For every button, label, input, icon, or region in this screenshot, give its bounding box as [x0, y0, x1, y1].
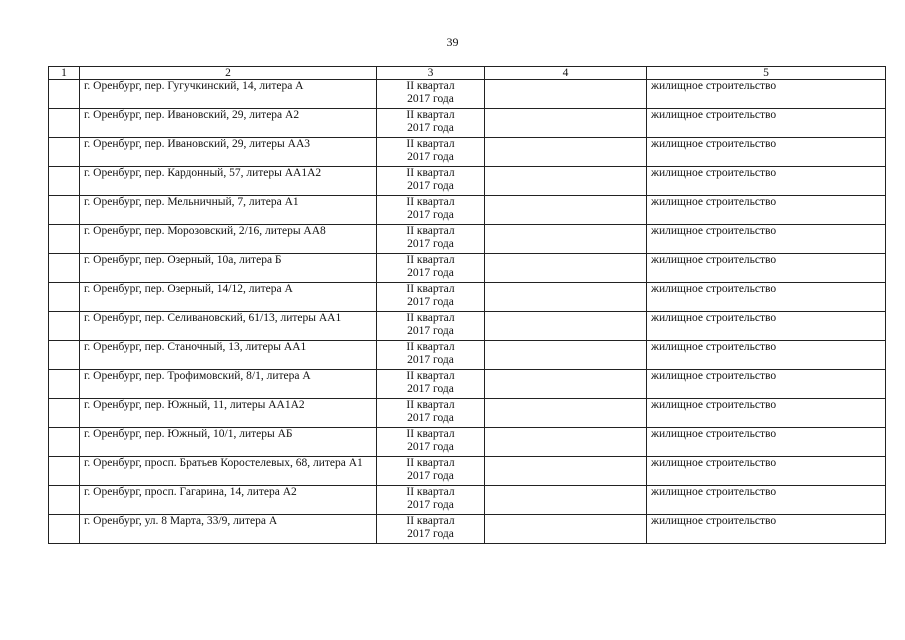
column-4-cell: [485, 399, 647, 428]
purpose-cell: жилищное строительство: [647, 428, 886, 457]
term-year: 2017 года: [407, 383, 454, 395]
purpose-cell: жилищное строительство: [647, 283, 886, 312]
purpose-cell: жилищное строительство: [647, 80, 886, 109]
term-cell: [377, 138, 485, 167]
address-cell: г. Оренбург, пер. Ивановский, 29, литера А2: [80, 109, 377, 138]
registry-table: [48, 66, 886, 544]
table-row: [49, 109, 886, 138]
column-4-cell: [485, 225, 647, 254]
purpose-cell: жилищное строительство: [647, 486, 886, 515]
table-row: [49, 225, 886, 254]
row-number-cell: [49, 225, 80, 254]
purpose-cell: жилищное строительство: [647, 399, 886, 428]
term-cell: [377, 254, 485, 283]
table-row: [49, 312, 886, 341]
purpose-cell: жилищное строительство: [647, 515, 886, 544]
purpose-cell: жилищное строительство: [647, 225, 886, 254]
address-cell: г. Оренбург, пер. Южный, 10/1, литеры АБ: [80, 428, 377, 457]
table-row: [49, 370, 886, 399]
column-header-4: 4: [485, 67, 647, 80]
row-number-cell: [49, 196, 80, 225]
address-cell: г. Оренбург, пер. Ивановский, 29, литеры АА3: [80, 138, 377, 167]
term-year: 2017 года: [407, 267, 454, 279]
table-row: [49, 399, 886, 428]
term-year: 2017 года: [407, 441, 454, 453]
address-cell: г. Оренбург, пер. Мельничный, 7, литера А1: [80, 196, 377, 225]
address-cell: г. Оренбург, пер. Трофимовский, 8/1, литера А: [80, 370, 377, 399]
term-cell: [377, 196, 485, 225]
column-4-cell: [485, 196, 647, 225]
address-cell: г. Оренбург, пер. Селивановский, 61/13, литеры АА1: [80, 312, 377, 341]
term-year: 2017 года: [407, 470, 454, 482]
term-quarter: II квартал: [406, 283, 455, 295]
address-cell: г. Оренбург, пер. Морозовский, 2/16, литеры АА8: [80, 225, 377, 254]
purpose-cell: жилищное строительство: [647, 167, 886, 196]
term-quarter: II квартал: [406, 370, 455, 382]
term-quarter: II квартал: [406, 80, 455, 92]
table-row: [49, 138, 886, 167]
column-4-cell: [485, 341, 647, 370]
table-row: [49, 515, 886, 544]
term-cell: [377, 225, 485, 254]
column-4-cell: [485, 138, 647, 167]
term-year: 2017 года: [407, 180, 454, 192]
column-4-cell: [485, 370, 647, 399]
address-cell: г. Оренбург, просп. Гагарина, 14, литера А2: [80, 486, 377, 515]
term-cell: [377, 399, 485, 428]
column-header-1: 1: [49, 67, 80, 80]
row-number-cell: [49, 428, 80, 457]
purpose-cell: жилищное строительство: [647, 109, 886, 138]
column-4-cell: [485, 515, 647, 544]
column-header-2: 2: [80, 67, 377, 80]
column-4-cell: [485, 312, 647, 341]
row-number-cell: [49, 515, 80, 544]
term-cell: [377, 167, 485, 196]
row-number-cell: [49, 167, 80, 196]
term-quarter: II квартал: [406, 254, 455, 266]
address-cell: г. Оренбург, просп. Братьев Коростелевых, 68, литера А1: [80, 457, 377, 486]
term-quarter: II квартал: [406, 341, 455, 353]
term-cell: [377, 428, 485, 457]
term-year: 2017 года: [407, 325, 454, 337]
term-year: 2017 года: [407, 238, 454, 250]
page-number: 39: [446, 35, 459, 49]
table-row: [49, 486, 886, 515]
address-cell: г. Оренбург, пер. Кардонный, 57, литеры АА1А2: [80, 167, 377, 196]
purpose-cell: жилищное строительство: [647, 370, 886, 399]
term-cell: [377, 486, 485, 515]
row-number-cell: [49, 138, 80, 167]
term-quarter: II квартал: [406, 312, 455, 324]
purpose-cell: жилищное строительство: [647, 138, 886, 167]
term-cell: [377, 457, 485, 486]
column-4-cell: [485, 254, 647, 283]
term-year: 2017 года: [407, 209, 454, 221]
row-number-cell: [49, 457, 80, 486]
row-number-cell: [49, 254, 80, 283]
term-quarter: II квартал: [406, 138, 455, 150]
row-number-cell: [49, 486, 80, 515]
table-row: [49, 80, 886, 109]
table-row: [49, 167, 886, 196]
purpose-cell: жилищное строительство: [647, 254, 886, 283]
term-quarter: II квартал: [406, 399, 455, 411]
address-cell: г. Оренбург, пер. Озерный, 14/12, литера А: [80, 283, 377, 312]
column-header-5: 5: [647, 67, 886, 80]
purpose-cell: жилищное строительство: [647, 341, 886, 370]
table-row: [49, 283, 886, 312]
term-quarter: II квартал: [406, 515, 455, 527]
term-year: 2017 года: [407, 122, 454, 134]
purpose-cell: жилищное строительство: [647, 196, 886, 225]
table-row: [49, 428, 886, 457]
term-quarter: II квартал: [406, 486, 455, 498]
term-cell: [377, 370, 485, 399]
row-number-cell: [49, 370, 80, 399]
term-year: 2017 года: [407, 499, 454, 511]
row-number-cell: [49, 109, 80, 138]
term-cell: [377, 283, 485, 312]
term-cell: [377, 515, 485, 544]
column-4-cell: [485, 283, 647, 312]
row-number-cell: [49, 341, 80, 370]
column-4-cell: [485, 109, 647, 138]
term-cell: [377, 312, 485, 341]
address-cell: г. Оренбург, пер. Южный, 11, литеры АА1А2: [80, 399, 377, 428]
term-cell: [377, 80, 485, 109]
table-header: [49, 67, 886, 80]
header-row: [49, 67, 886, 80]
term-quarter: II квартал: [406, 196, 455, 208]
term-year: 2017 года: [407, 528, 454, 540]
address-cell: г. Оренбург, пер. Станочный, 13, литеры АА1: [80, 341, 377, 370]
table-row: [49, 196, 886, 225]
row-number-cell: [49, 399, 80, 428]
term-quarter: II квартал: [406, 457, 455, 469]
table-body: [49, 80, 886, 544]
purpose-cell: жилищное строительство: [647, 457, 886, 486]
row-number-cell: [49, 80, 80, 109]
term-year: 2017 года: [407, 412, 454, 424]
table-row: [49, 457, 886, 486]
column-4-cell: [485, 428, 647, 457]
column-4-cell: [485, 457, 647, 486]
address-cell: г. Оренбург, пер. Озерный, 10а, литера Б: [80, 254, 377, 283]
column-header-3: 3: [377, 67, 485, 80]
term-cell: [377, 341, 485, 370]
table-row: [49, 341, 886, 370]
term-year: 2017 года: [407, 296, 454, 308]
column-4-cell: [485, 80, 647, 109]
term-cell: [377, 109, 485, 138]
row-number-cell: [49, 283, 80, 312]
term-quarter: II квартал: [406, 109, 455, 121]
term-year: 2017 года: [407, 93, 454, 105]
purpose-cell: жилищное строительство: [647, 312, 886, 341]
term-quarter: II квартал: [406, 225, 455, 237]
term-year: 2017 года: [407, 354, 454, 366]
term-quarter: II квартал: [406, 167, 455, 179]
address-cell: г. Оренбург, пер. Гугучкинский, 14, литера А: [80, 80, 377, 109]
table-row: [49, 254, 886, 283]
column-4-cell: [485, 486, 647, 515]
address-cell: г. Оренбург, ул. 8 Марта, 33/9, литера А: [80, 515, 377, 544]
column-4-cell: [485, 167, 647, 196]
row-number-cell: [49, 312, 80, 341]
term-quarter: II квартал: [406, 428, 455, 440]
term-year: 2017 года: [407, 151, 454, 163]
